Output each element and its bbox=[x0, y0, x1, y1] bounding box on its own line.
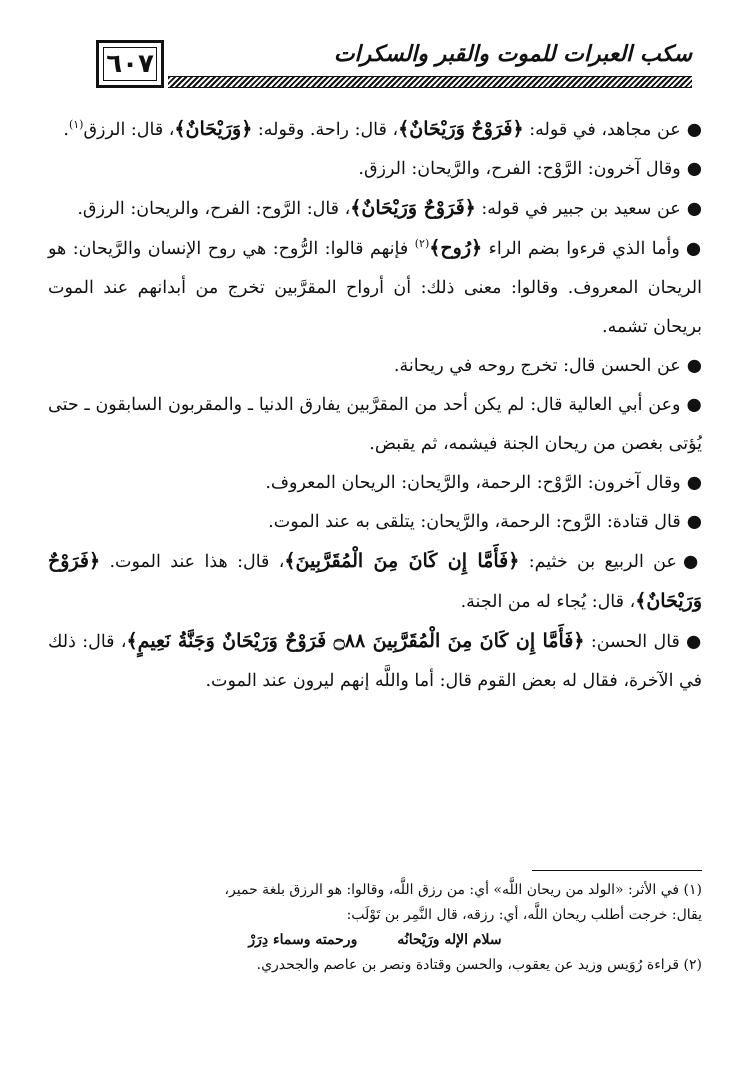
paragraph bbox=[48, 622, 702, 701]
page-number: ٦٠٧ bbox=[96, 40, 164, 88]
quran-verse: ﴿فَأَمَّا إِن كَانَ مِنَ الْمُقَرَّبِينَ﴾ bbox=[284, 550, 520, 572]
text-run: قال قتادة: الرَّوح: الرحمة، والرَّيحان: يتلقى به عند الموت. bbox=[268, 512, 681, 532]
paragraph bbox=[48, 464, 702, 503]
text-run: وقال آخرون: الرَّوْح: الفرح، والرَّيحان: الرزق. bbox=[358, 159, 681, 179]
footnotes bbox=[48, 878, 702, 978]
main-text bbox=[48, 110, 702, 701]
quran-verse: ﴿رُوح﴾ bbox=[429, 237, 483, 259]
quran-verse: ﴿فَأَمَّا إِن كَانَ مِنَ الْمُقَرَّبِينَ ۝٨٨ فَرَوْحٌ وَرَيْحَانٌ وَجَنَّةُ نَعِيمٍ﴾ bbox=[126, 630, 585, 652]
paragraph bbox=[48, 110, 702, 150]
text-run: وقال آخرون: الرَّوْح: الرحمة، والرَّيحان: الريحان المعروف. bbox=[265, 473, 681, 493]
bullet-icon: ● bbox=[685, 632, 702, 652]
running-title: سكب العبرات للموت والقبر والسكرات bbox=[333, 42, 692, 67]
bullet-icon: ● bbox=[686, 159, 702, 179]
quran-verse: ﴿وَرَيْحَانٌ﴾ bbox=[174, 118, 253, 140]
paragraph bbox=[48, 503, 702, 542]
bullet-icon: ● bbox=[682, 552, 702, 572]
bullet-icon: ● bbox=[686, 395, 702, 415]
text-run: ، قال: هذا عند الموت. bbox=[100, 552, 285, 572]
header-rule bbox=[168, 76, 692, 88]
text-run: ، قال: الرزق bbox=[83, 120, 175, 140]
paragraph bbox=[48, 542, 702, 622]
bullet-icon: ● bbox=[686, 199, 702, 219]
paragraph bbox=[48, 229, 702, 347]
text-run: عن سعيد بن جبير في قوله: bbox=[475, 199, 681, 219]
paragraph bbox=[48, 189, 702, 229]
poem-second-hemistich: ورحمته وسماء دِرَرْ bbox=[248, 932, 358, 948]
text-run: فإنهم قالوا: الرُّوح: هي روح الإنسان والرَّيحان: هو الريحان المعروف. وقالوا: معنى ذلك: أن أرواح المقرَّبين تخرج من أبدانهم عند الموت بريحان تشمه. bbox=[48, 239, 702, 337]
text-run: وأما الذي قرءوا بضم الراء bbox=[482, 239, 680, 259]
text-run: ، قال: راحة. وقوله: bbox=[252, 120, 399, 140]
bullet-icon: ● bbox=[686, 512, 702, 532]
footnote-1-line-1: (١) في الأثر: «الولد من ريحان اللَّه» أي: من رزق اللَّه، وقالوا: هو الرزق بلغة حمير، bbox=[224, 882, 702, 898]
bullet-icon: ● bbox=[686, 356, 702, 376]
page-header bbox=[96, 40, 692, 94]
paragraph bbox=[48, 386, 702, 464]
text-run: ، قال: يُجاء له من الجنة. bbox=[460, 592, 636, 612]
text-run: ، قال: الرَّوح: الفرح، والريحان: الرزق. bbox=[77, 199, 351, 219]
quran-verse: ﴿فَرَوْحٌ وَرَيْحَانٌ﴾ bbox=[48, 550, 702, 612]
footnote-reference: (١) bbox=[68, 118, 84, 132]
paragraph bbox=[48, 150, 702, 189]
footnote-reference: (٢) bbox=[414, 237, 430, 251]
poem-verse bbox=[48, 928, 702, 953]
text-run: وعن أبي العالية قال: لم يكن أحد من المقرَّبين يفارق الدنيا ـ والمقربون السابقون ـ حتى يُؤتى بغصن من ريحان الجنة فيشمه، ثم يقبض. bbox=[48, 395, 702, 454]
text-run: عن مجاهد، في قوله: bbox=[523, 120, 681, 140]
footnote-1-line-2: يقال: خرجت أطلب ريحان اللَّه، أي: رزقه، قال النَّمِر بن تَوْلَب: bbox=[346, 907, 702, 923]
paragraph bbox=[48, 347, 702, 386]
bullet-icon: ● bbox=[686, 473, 702, 493]
text-run: قال الحسن: bbox=[584, 632, 680, 652]
text-run: . bbox=[63, 120, 69, 140]
bullet-icon: ● bbox=[686, 120, 702, 140]
quran-verse: ﴿فَرَوْحٌ وَرَيْحَانٌ﴾ bbox=[350, 197, 476, 219]
text-run: عن الربيع بن خثيم: bbox=[519, 552, 677, 572]
text-run: ، قال: ذلك في الآخرة، فقال له بعض القوم قال: أما واللَّه إنهم ليرون عند الموت. bbox=[48, 632, 702, 691]
footnote-divider bbox=[532, 870, 702, 871]
bullet-icon: ● bbox=[685, 239, 702, 259]
footnote-2: (٢) قراءة رُوَيس وزيد عن يعقوب، والحسن وقتادة ونصر بن عاصم والجحدري. bbox=[256, 957, 702, 973]
poem-first-hemistich: سلام الإله ورَيْحانُه bbox=[397, 932, 502, 948]
text-run: عن الحسن قال: تخرج روحه في ريحانة. bbox=[393, 356, 681, 376]
quran-verse: ﴿فَرَوْحٌ وَرَيْحَانٌ﴾ bbox=[398, 118, 524, 140]
